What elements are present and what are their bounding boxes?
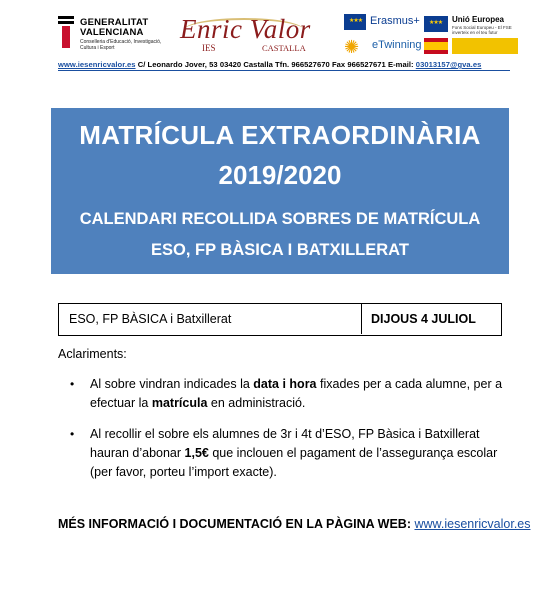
website-link[interactable]: www.iesenricvalor.es xyxy=(414,517,531,531)
eu-flag-icon: ★★★ xyxy=(344,14,366,30)
eu-flag-icon: ★★★ xyxy=(424,16,448,32)
conselleria-text: Conselleria d'Educació, Investigació, Cultura i Esport xyxy=(80,39,162,51)
date-text: DIJOUS 4 JULIOL xyxy=(371,312,476,326)
schedule-table xyxy=(58,303,502,336)
website-link[interactable]: www.iesenricvalor.es xyxy=(58,60,136,69)
generalitat-logo xyxy=(58,14,168,58)
text-run: en administració. xyxy=(207,396,306,410)
generalitat-line1: GENERALITAT xyxy=(80,17,149,28)
text-run: que inclouen el pagament de l’assegurança escolar (per favor, porteu l’import exacte). xyxy=(90,446,498,479)
title-banner xyxy=(51,108,509,274)
etwinning-icon: ✺ xyxy=(344,37,360,57)
list-item-text xyxy=(90,425,508,482)
text-run: Al sobre vindran indicades la xyxy=(90,377,254,391)
contact-line xyxy=(58,60,510,69)
etwinning-text: eTwinning xyxy=(372,39,422,51)
bold-text-run: data i hora xyxy=(253,377,317,391)
eu-fse-logo xyxy=(424,14,519,56)
erasmus-text: Erasmus+ xyxy=(370,15,420,27)
fse-logo-icon xyxy=(452,38,518,54)
table-cell-group xyxy=(59,304,362,334)
bold-text-run: 1,5€ xyxy=(184,446,209,460)
ue-subtitle: Fons Social Europeu - El FSE inverteix en el teu futur xyxy=(452,25,512,35)
list-item-text xyxy=(90,375,508,413)
school-town: CASTALLA xyxy=(262,43,306,53)
bullet-icon: • xyxy=(70,377,75,391)
text-run: fixades per a cada alumne, per a efectuar la xyxy=(90,377,503,410)
title-line-1: MATRÍCULA EXTRAORDINÀRIA xyxy=(79,120,481,150)
school-logo xyxy=(180,12,310,58)
more-info-label: MÉS INFORMACIÓ I DOCUMENTACIÓ EN LA PÀGINA WEB: xyxy=(58,517,415,531)
header-divider xyxy=(58,70,510,71)
email-link[interactable]: 03013157@gva.es xyxy=(415,60,482,69)
erasmus-logo xyxy=(344,14,422,32)
generalitat-line2: VALENCIANA xyxy=(80,27,144,38)
generalitat-emblem-icon xyxy=(58,16,74,50)
bold-text-run: matrícula xyxy=(151,396,208,410)
group-text: ESO, FP BÀSICA i Batxillerat xyxy=(69,312,232,326)
spain-flag-icon xyxy=(424,38,448,54)
subtitle-line-2: ESO, FP BÀSICA I BATXILLERAT xyxy=(151,241,409,259)
school-ies: IES xyxy=(202,43,216,53)
school-name: Enric Valor xyxy=(180,14,311,44)
clarifications-heading: Aclariments: xyxy=(58,347,127,361)
text-run: Al recollir el sobre els alumnes de 3r i 4t d’ESO, FP Bàsica i Batxillerat hauran d’abonar xyxy=(90,427,480,460)
title-year: 2019/2020 xyxy=(218,160,342,190)
ue-title: Unió Europea xyxy=(452,15,505,24)
subtitle-line-1: CALENDARI RECOLLIDA SOBRES DE MATRÍCULA xyxy=(79,210,481,228)
bullet-icon: • xyxy=(70,427,75,441)
etwinning-logo xyxy=(344,36,422,58)
more-info-line xyxy=(58,517,531,531)
address-text: C/ Leonardo Jover, 53 03420 Castalla Tfn. 966527670 Fax 966527671 E-mail: xyxy=(135,60,416,69)
